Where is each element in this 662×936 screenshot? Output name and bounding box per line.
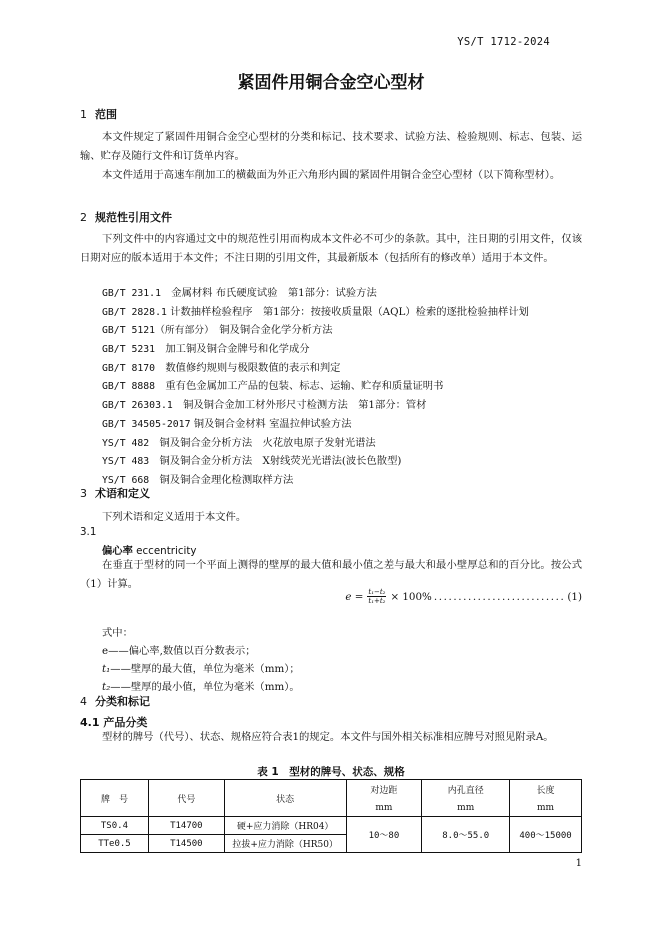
col-header-across-flats: 对边距 mm xyxy=(346,780,422,817)
term-english: eccentricity xyxy=(136,545,197,557)
formula-fraction xyxy=(367,588,386,605)
cell-temper: 拉拔+应力消除（HR50） xyxy=(224,835,346,853)
cell-grade: TS0.4 xyxy=(81,817,149,835)
subsection-number: 4.1 xyxy=(80,716,100,729)
where-label: 式中： xyxy=(102,627,133,639)
formula-leader-dots: ........................... xyxy=(433,590,566,603)
col-header-grade: 牌 号 xyxy=(81,780,149,817)
section-3-heading xyxy=(80,485,150,501)
term-heading xyxy=(102,542,196,557)
formula-rhs: × 100% xyxy=(390,590,432,603)
section-1-paragraph-2: 本文件适用于高速车削加工的横截面为外正六角形内圆的紧固件用铜合金空心型材（以下简称型材）。 xyxy=(102,169,561,181)
section-number: 3 xyxy=(80,487,87,500)
reference-item: GB/T 8170 数值修约规则与极限数值的表示和判定 xyxy=(102,361,341,374)
variable-definition: e——偏心率,数值以百分数表示； xyxy=(102,645,256,657)
cell-grade: TTe0.5 xyxy=(81,835,149,853)
standard-number: YS/T 1712-2024 xyxy=(457,36,550,48)
variable-definition: t₁——壁厚的最大值，单位为毫米（mm）； xyxy=(102,663,300,675)
section-4-1-paragraph: 型材的牌号（代号）、状态、规格应符合表1的规定。本文件与国外相关标准相应牌号对照见附录A。 xyxy=(102,731,554,743)
cell-temper: 硬+应力消除（HR04） xyxy=(224,817,346,835)
term-number: 3.1 xyxy=(80,526,97,538)
spec-table xyxy=(80,779,582,853)
page-number: 1 xyxy=(575,858,582,869)
reference-item: GB/T 5121（所有部分） 铜及铜合金化学分析方法 xyxy=(102,324,333,337)
section-4-heading xyxy=(80,693,150,709)
terms-intro: 下列术语和定义适用于本文件。 xyxy=(102,511,247,523)
table-1-title: 表 1 型材的牌号、状态、规格 xyxy=(257,766,405,778)
formula-denominator: t₁+t₂ xyxy=(368,597,386,605)
col-header-temper: 状态 xyxy=(224,780,346,817)
section-2-heading xyxy=(80,209,172,225)
term-chinese: 偏心率 xyxy=(102,545,133,557)
cell-length: 400～15000 xyxy=(510,817,582,853)
section-number: 1 xyxy=(80,108,87,121)
section-title: 范围 xyxy=(95,108,117,121)
col-header-bore-diameter: 内孔直径 mm xyxy=(422,780,510,817)
section-1-paragraph-1: 本文件规定了紧固件用铜合金空心型材的分类和标记、技术要求、试验方法、检验规则、标志、包装、运输、贮存及随行文件和订货单内容。 xyxy=(80,131,582,162)
section-2-paragraph: 下列文件中的内容通过文中的规范性引用而构成本文件必不可少的条款。其中，注日期的引用文件，仅该日期对应的版本适用于本文件；不注日期的引用文件，其最新版本（包括所有的修改单）适用于本文件。 xyxy=(80,233,582,264)
variable-definition: t₂——壁厚的最小值，单位为毫米（mm）。 xyxy=(102,681,300,693)
formula-lhs: e = xyxy=(345,590,364,603)
section-title: 分类和标记 xyxy=(95,695,150,708)
cell-code: T14500 xyxy=(148,835,224,853)
reference-item: GB/T 26303.1 铜及铜合金加工材外形尺寸检测方法 第1部分：管材 xyxy=(102,399,427,412)
table-row xyxy=(81,817,582,835)
cell-code: T14700 xyxy=(148,817,224,835)
reference-item: YS/T 668 铜及铜合金理化检测取样方法 xyxy=(102,473,294,486)
section-title: 术语和定义 xyxy=(95,487,150,500)
table-header-row xyxy=(81,780,582,817)
reference-item: GB/T 231.1 金属材料 布氏硬度试验 第1部分：试验方法 xyxy=(102,287,377,299)
col-header-code: 代号 xyxy=(148,780,224,817)
reference-item: YS/T 483 铜及铜合金分析方法 X射线荧光光谱法(波长色散型) xyxy=(102,455,402,468)
col-header-length: 长度 mm xyxy=(510,780,582,817)
section-title: 规范性引用文件 xyxy=(95,211,172,224)
subsection-title: 产品分类 xyxy=(103,716,148,729)
reference-item: GB/T 34505-2017 铜及铜合金材料 室温拉伸试验方法 xyxy=(102,417,352,430)
cell-across-flats: 10～80 xyxy=(346,817,422,853)
reference-item: GB/T 8888 重有色金属加工产品的包装、标志、运输、贮存和质量证明书 xyxy=(102,380,444,393)
normative-references-list xyxy=(102,284,529,490)
section-number: 4 xyxy=(80,695,87,708)
reference-item: GB/T 5231 加工铜及铜合金牌号和化学成分 xyxy=(102,343,310,356)
section-number: 2 xyxy=(80,211,87,224)
section-1-heading xyxy=(80,106,117,122)
formula-number: (1) xyxy=(567,590,582,603)
reference-item: YS/T 482 铜及铜合金分析方法 火花放电原子发射光谱法 xyxy=(102,436,376,449)
document-title: 紧固件用铜合金空心型材 xyxy=(237,73,425,93)
reference-item: GB/T 2828.1 计数抽样检验程序 第1部分：按接收质量限（AQL）检索的逐批检验抽样计划 xyxy=(102,305,529,318)
cell-bore-diameter: 8.0～55.0 xyxy=(422,817,510,853)
formula-numerator: t₁−t₂ xyxy=(368,588,386,596)
term-definition: 在垂直于型材的同一个平面上测得的壁厚的最大值和最小值之差与最大和最小壁厚总和的百分比。按公式（1）计算。 xyxy=(80,559,582,590)
eccentricity-formula xyxy=(80,588,582,605)
